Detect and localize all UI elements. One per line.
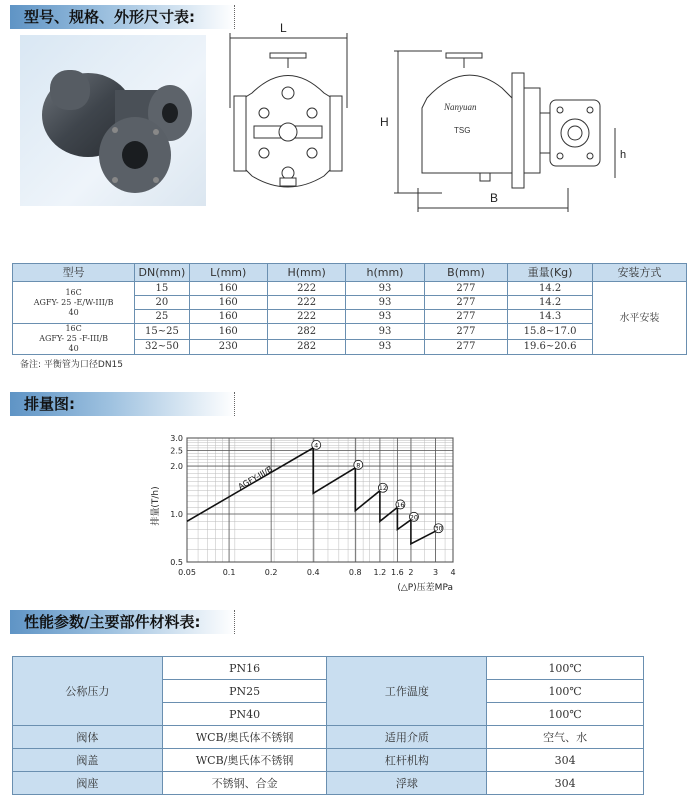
specs-section-title: 型号、规格、外形尺寸表: [24,8,195,26]
y-tick-label: 3.0 [170,434,183,443]
x-tick-label: 0.4 [306,568,320,577]
series-name-label: AGFY-III/B [236,464,275,492]
x-tick-label: 3 [432,568,439,577]
l-cell: 160 [189,296,267,310]
model-line: AGFY- 25 -F-III/B [39,334,108,343]
h-cell: 282 [267,339,345,355]
weight-cell: 19.6~20.6 [508,339,593,355]
b-cell: 277 [424,282,508,296]
temperature-value: 100℃ [487,680,644,703]
spec-note: 备注: 平衡管为口径DN15 [20,360,124,370]
y-tick-label: 2.0 [170,462,183,472]
front-dim-label: L [280,21,287,35]
b-cell: 277 [424,339,508,355]
model-line: 16C [65,287,82,297]
header-h: H(mm) [267,264,345,282]
model-cell [13,324,135,355]
header-l: L(mm) [189,264,267,282]
material-label: 阀座 [13,772,163,795]
specs-section-header [10,5,235,29]
small-h-cell: 93 [346,310,424,324]
perf-section-header [10,610,235,634]
weight-cell: 14.3 [508,310,593,324]
side-small-h-label: h [620,149,627,161]
discharge-chart [140,428,470,596]
h-cell: 222 [267,310,345,324]
product-photo [20,35,206,206]
header-weight: 重量(Kg) [508,264,593,282]
b-cell: 277 [424,296,508,310]
pressure-marker-label: 30 [434,524,443,533]
performance-table [12,656,644,795]
pressure-label: 公称压力 [13,657,163,726]
material-value: 空气、水 [487,726,644,749]
x-tick-label: 4 [450,568,456,577]
dn-cell: 25 [135,310,189,324]
weight-cell: 15.8~17.0 [508,324,593,340]
x-tick-label: 2 [408,568,414,577]
small-h-cell: 93 [346,296,424,310]
pressure-marker-label: 16 [396,500,405,509]
spec-row [13,324,687,340]
pressure-marker-label: 12 [378,484,388,493]
model-line: 40 [68,344,79,353]
dn-cell: 32~50 [135,339,189,355]
chart-section-header [10,392,235,416]
l-cell: 230 [189,339,267,355]
x-tick-label: 0.1 [222,568,236,577]
side-width-label: B [490,191,499,205]
perf-row [13,726,644,749]
pressure-value: PN16 [162,657,327,680]
weight-cell: 14.2 [508,282,593,296]
material-label: 阀体 [13,726,163,749]
pressure-value: PN40 [162,703,327,726]
x-axis-label: (△P)压差MPa [397,583,453,593]
header-model: 型号 [13,264,135,282]
small-h-cell: 93 [346,324,424,340]
h-cell: 222 [267,296,345,310]
material-label: 适用介质 [327,726,487,749]
perf-section-title: 性能参数/主要部件材料表: [24,613,201,631]
material-label: 杠杆机构 [327,749,487,772]
dn-cell: 20 [135,296,189,310]
b-cell: 277 [424,324,508,340]
model-line: 40 [68,307,79,317]
dn-cell: 15~25 [135,324,189,340]
material-value: 不锈钢、合金 [162,772,327,795]
weight-cell: 14.2 [508,296,593,310]
l-cell: 160 [189,324,267,340]
pressure-marker-label: 8 [356,461,361,470]
front-view-drawing [222,18,357,218]
y-tick-label: 1.0 [170,510,183,520]
model-line: 16C [65,324,82,333]
b-cell: 277 [424,310,508,324]
perf-row [13,657,644,680]
side-view-drawing [372,18,642,218]
spec-table-header-row [13,264,687,282]
model-cell [13,282,135,324]
perf-row [13,772,644,795]
x-tick-label: 0.05 [178,568,196,577]
spec-row [13,282,687,296]
brand-logo: Nanyuan [444,102,477,112]
temperature-value: 100℃ [487,703,644,726]
h-cell: 222 [267,282,345,296]
header-dn: DN(mm) [135,264,189,282]
perf-row [13,749,644,772]
material-value: 304 [487,749,644,772]
material-value: 304 [487,772,644,795]
temperature-value: 100℃ [487,657,644,680]
side-height-label: H [380,115,389,129]
header-small-h: h(mm) [346,264,424,282]
pressure-value: PN25 [162,680,327,703]
spec-table [12,263,687,355]
header-b: B(mm) [424,264,508,282]
l-cell: 160 [189,310,267,324]
small-h-cell: 93 [346,282,424,296]
material-label: 阀盖 [13,749,163,772]
y-tick-label: 0.5 [170,558,183,567]
chart-section-title: 排量图: [24,395,75,413]
brand-mark: TSG [454,126,471,135]
h-cell: 282 [267,324,345,340]
temperature-label: 工作温度 [327,657,487,726]
x-tick-label: 0.2 [264,568,278,577]
pressure-marker-label: 20 [409,513,419,522]
header-install: 安装方式 [592,264,686,282]
y-tick-label: 2.5 [170,446,183,456]
dn-cell: 15 [135,282,189,296]
x-tick-label: 1.6 [391,568,404,577]
model-line: AGFY- 25 -E/W-III/B [33,297,114,307]
install-cell: 水平安装 [592,282,686,355]
x-tick-label: 0.8 [348,568,362,577]
x-tick-label: 1.2 [373,568,387,577]
material-value: WCB/奥氏体不锈钢 [162,726,327,749]
pressure-marker-label: 4 [314,441,319,450]
material-value: WCB/奥氏体不锈钢 [162,749,327,772]
y-axis-label: 排量(T/h) [151,486,161,526]
material-label: 浮球 [327,772,487,795]
l-cell: 160 [189,282,267,296]
small-h-cell: 93 [346,339,424,355]
